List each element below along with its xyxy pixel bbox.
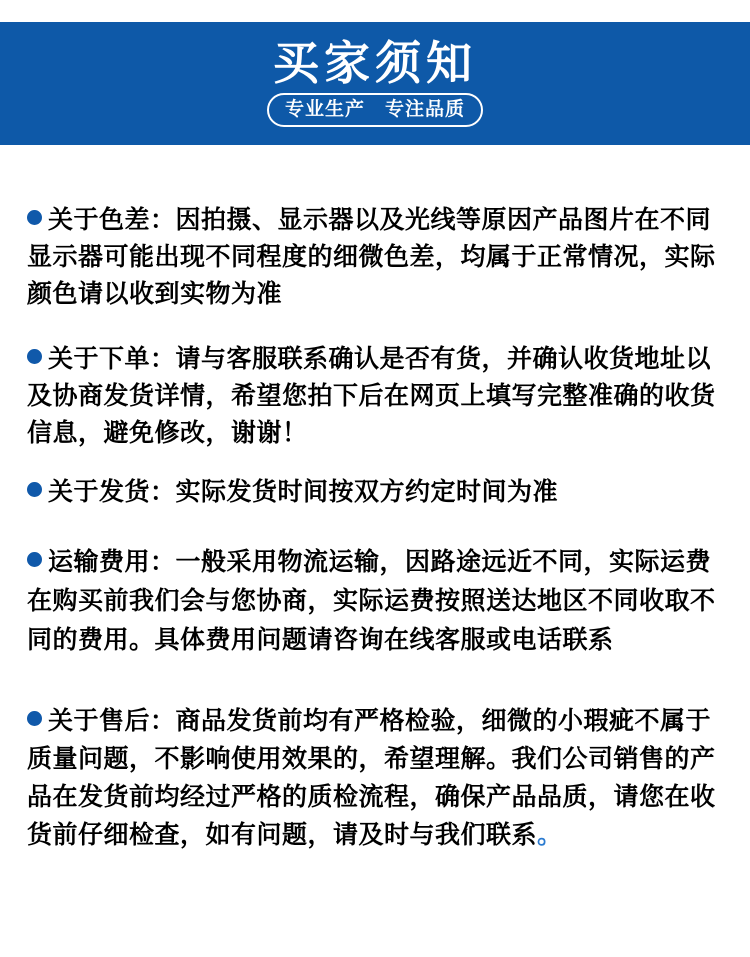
bullet-icon [27,349,42,364]
notice-line [27,702,723,740]
notice-text: 关于下单：请与客服联系确认是否有货，并确认收货地址以 [48,345,712,373]
notice-line: 及协商发货详情，希望您拍下后在网页上填写完整准确的收货 [27,382,716,410]
buyer-notice-page [0,22,750,957]
notice-after-sales [27,702,723,854]
notice-line: 信息，避免修改，谢谢！ [27,419,308,447]
notice-text: 运输费用：一般采用物流运输，因路途远近不同，实际运费 [48,548,712,576]
notice-line: 同的费用。具体费用问题请咨询在线客服或电话联系 [27,626,614,654]
bullet-icon [27,210,42,225]
bullet-icon [27,552,42,567]
notice-line: 质量问题，不影响使用效果的，希望理解。我们公司销售的产 [27,745,716,773]
notice-freight [27,543,723,660]
page-title: 买家须知 [273,37,477,89]
notice-line [27,341,723,378]
notice-line: 颜色请以收到实物为准 [27,280,283,308]
bullet-icon [27,482,42,497]
notice-color-difference [27,202,723,313]
notice-shipping [27,474,723,511]
notice-line [27,816,723,854]
notice-line [27,474,723,511]
bullet-icon [27,711,42,726]
notice-text: 关于售后：商品发货前均有严格检验，细微的小瑕疵不属于 [48,707,712,735]
notice-text: 货前仔细检查，如有问题，请及时与我们联系 [27,821,538,849]
quality-badge: 专业生产 专注品质 [267,93,483,127]
notice-line [27,543,723,582]
badge-row [0,93,750,127]
notice-text: 关于发货：实际发货时间按双方约定时间为准 [48,478,559,506]
notice-line: 在购买前我们会与您协商，实际运费按照送达地区不同收取不 [27,587,716,615]
notice-line: 显示器可能出现不同程度的细微色差，均属于正常情况，实际 [27,243,716,271]
notice-ordering [27,341,723,452]
notice-list [0,202,750,854]
banner [0,22,750,145]
accent-period: 。 [537,821,563,849]
notice-line [27,202,723,239]
notice-line: 品在发货前均经过严格的质检流程，确保产品品质，请您在收 [27,783,716,811]
notice-text: 关于色差：因拍摄、显示器以及光线等原因产品图片在不同 [48,206,712,234]
